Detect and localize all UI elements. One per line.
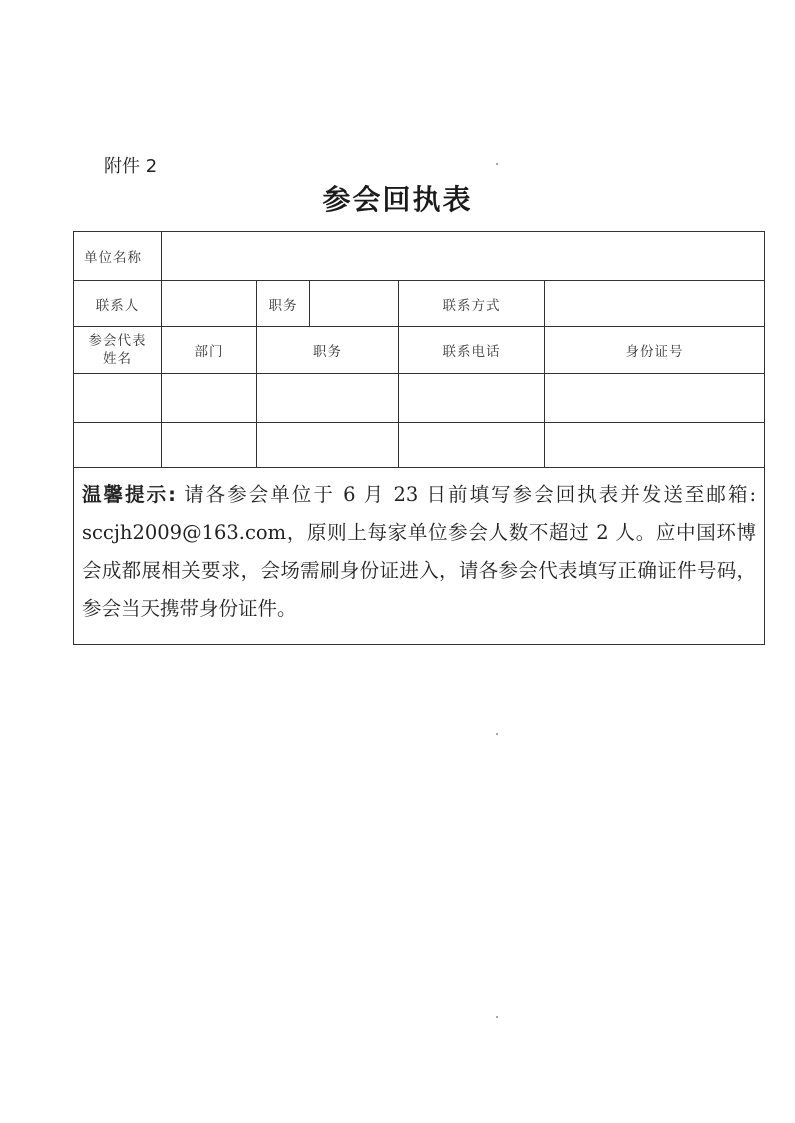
notice-cell [74, 468, 765, 645]
rep-name-field[interactable] [74, 374, 162, 423]
rep-name-header-line2: 姓名 [103, 351, 132, 367]
contact-row [74, 281, 765, 327]
rep-phone-field[interactable] [399, 423, 545, 468]
rep-id-field[interactable] [545, 374, 765, 423]
contact-position-field[interactable] [310, 281, 399, 327]
rep-name-header-line1: 参会代表 [88, 333, 147, 349]
attachment-label: 附件 2 [104, 156, 158, 177]
page-title: 参会回执表 [322, 183, 473, 216]
department-header: 部门 [162, 327, 257, 374]
rep-id-field[interactable] [545, 423, 765, 468]
representative-header-row [74, 327, 765, 374]
contact-method-label: 联系方式 [399, 281, 545, 327]
rep-phone-field[interactable] [399, 374, 545, 423]
rep-position-field[interactable] [257, 423, 399, 468]
notice-row [74, 468, 765, 645]
rep-name-header [74, 327, 162, 374]
scan-speck [496, 1016, 498, 1018]
scan-speck [496, 733, 498, 735]
unit-name-label: 单位名称 [74, 232, 162, 281]
rep-name-field[interactable] [74, 423, 162, 468]
scan-speck [496, 163, 498, 165]
phone-header: 联系电话 [399, 327, 545, 374]
rep-department-field[interactable] [162, 423, 257, 468]
contact-person-field[interactable] [162, 281, 257, 327]
contact-method-field[interactable] [545, 281, 765, 327]
unit-row [74, 232, 765, 281]
id-number-header: 身份证号 [545, 327, 765, 374]
rep-position-field[interactable] [257, 374, 399, 423]
registration-form-table [73, 231, 765, 645]
rep-department-field[interactable] [162, 374, 257, 423]
unit-name-field[interactable] [162, 232, 765, 281]
contact-position-label: 职务 [257, 281, 310, 327]
position-header: 职务 [257, 327, 399, 374]
representative-row [74, 423, 765, 468]
notice-text [82, 476, 756, 628]
representative-row [74, 374, 765, 423]
contact-person-label: 联系人 [74, 281, 162, 327]
notice-body: 请各参会单位于 6 月 23 日前填写参会回执表并发送至邮箱: sccjh2009@163.com，原则上每家单位参会人数不超过 2 人。应中国环博会成都展相关要求，会场需刷身份证进入，请各参会代表填写正确证件号码，参会当天携带身份证件。 [82, 483, 757, 620]
notice-lead: 温馨提示: [82, 483, 176, 506]
